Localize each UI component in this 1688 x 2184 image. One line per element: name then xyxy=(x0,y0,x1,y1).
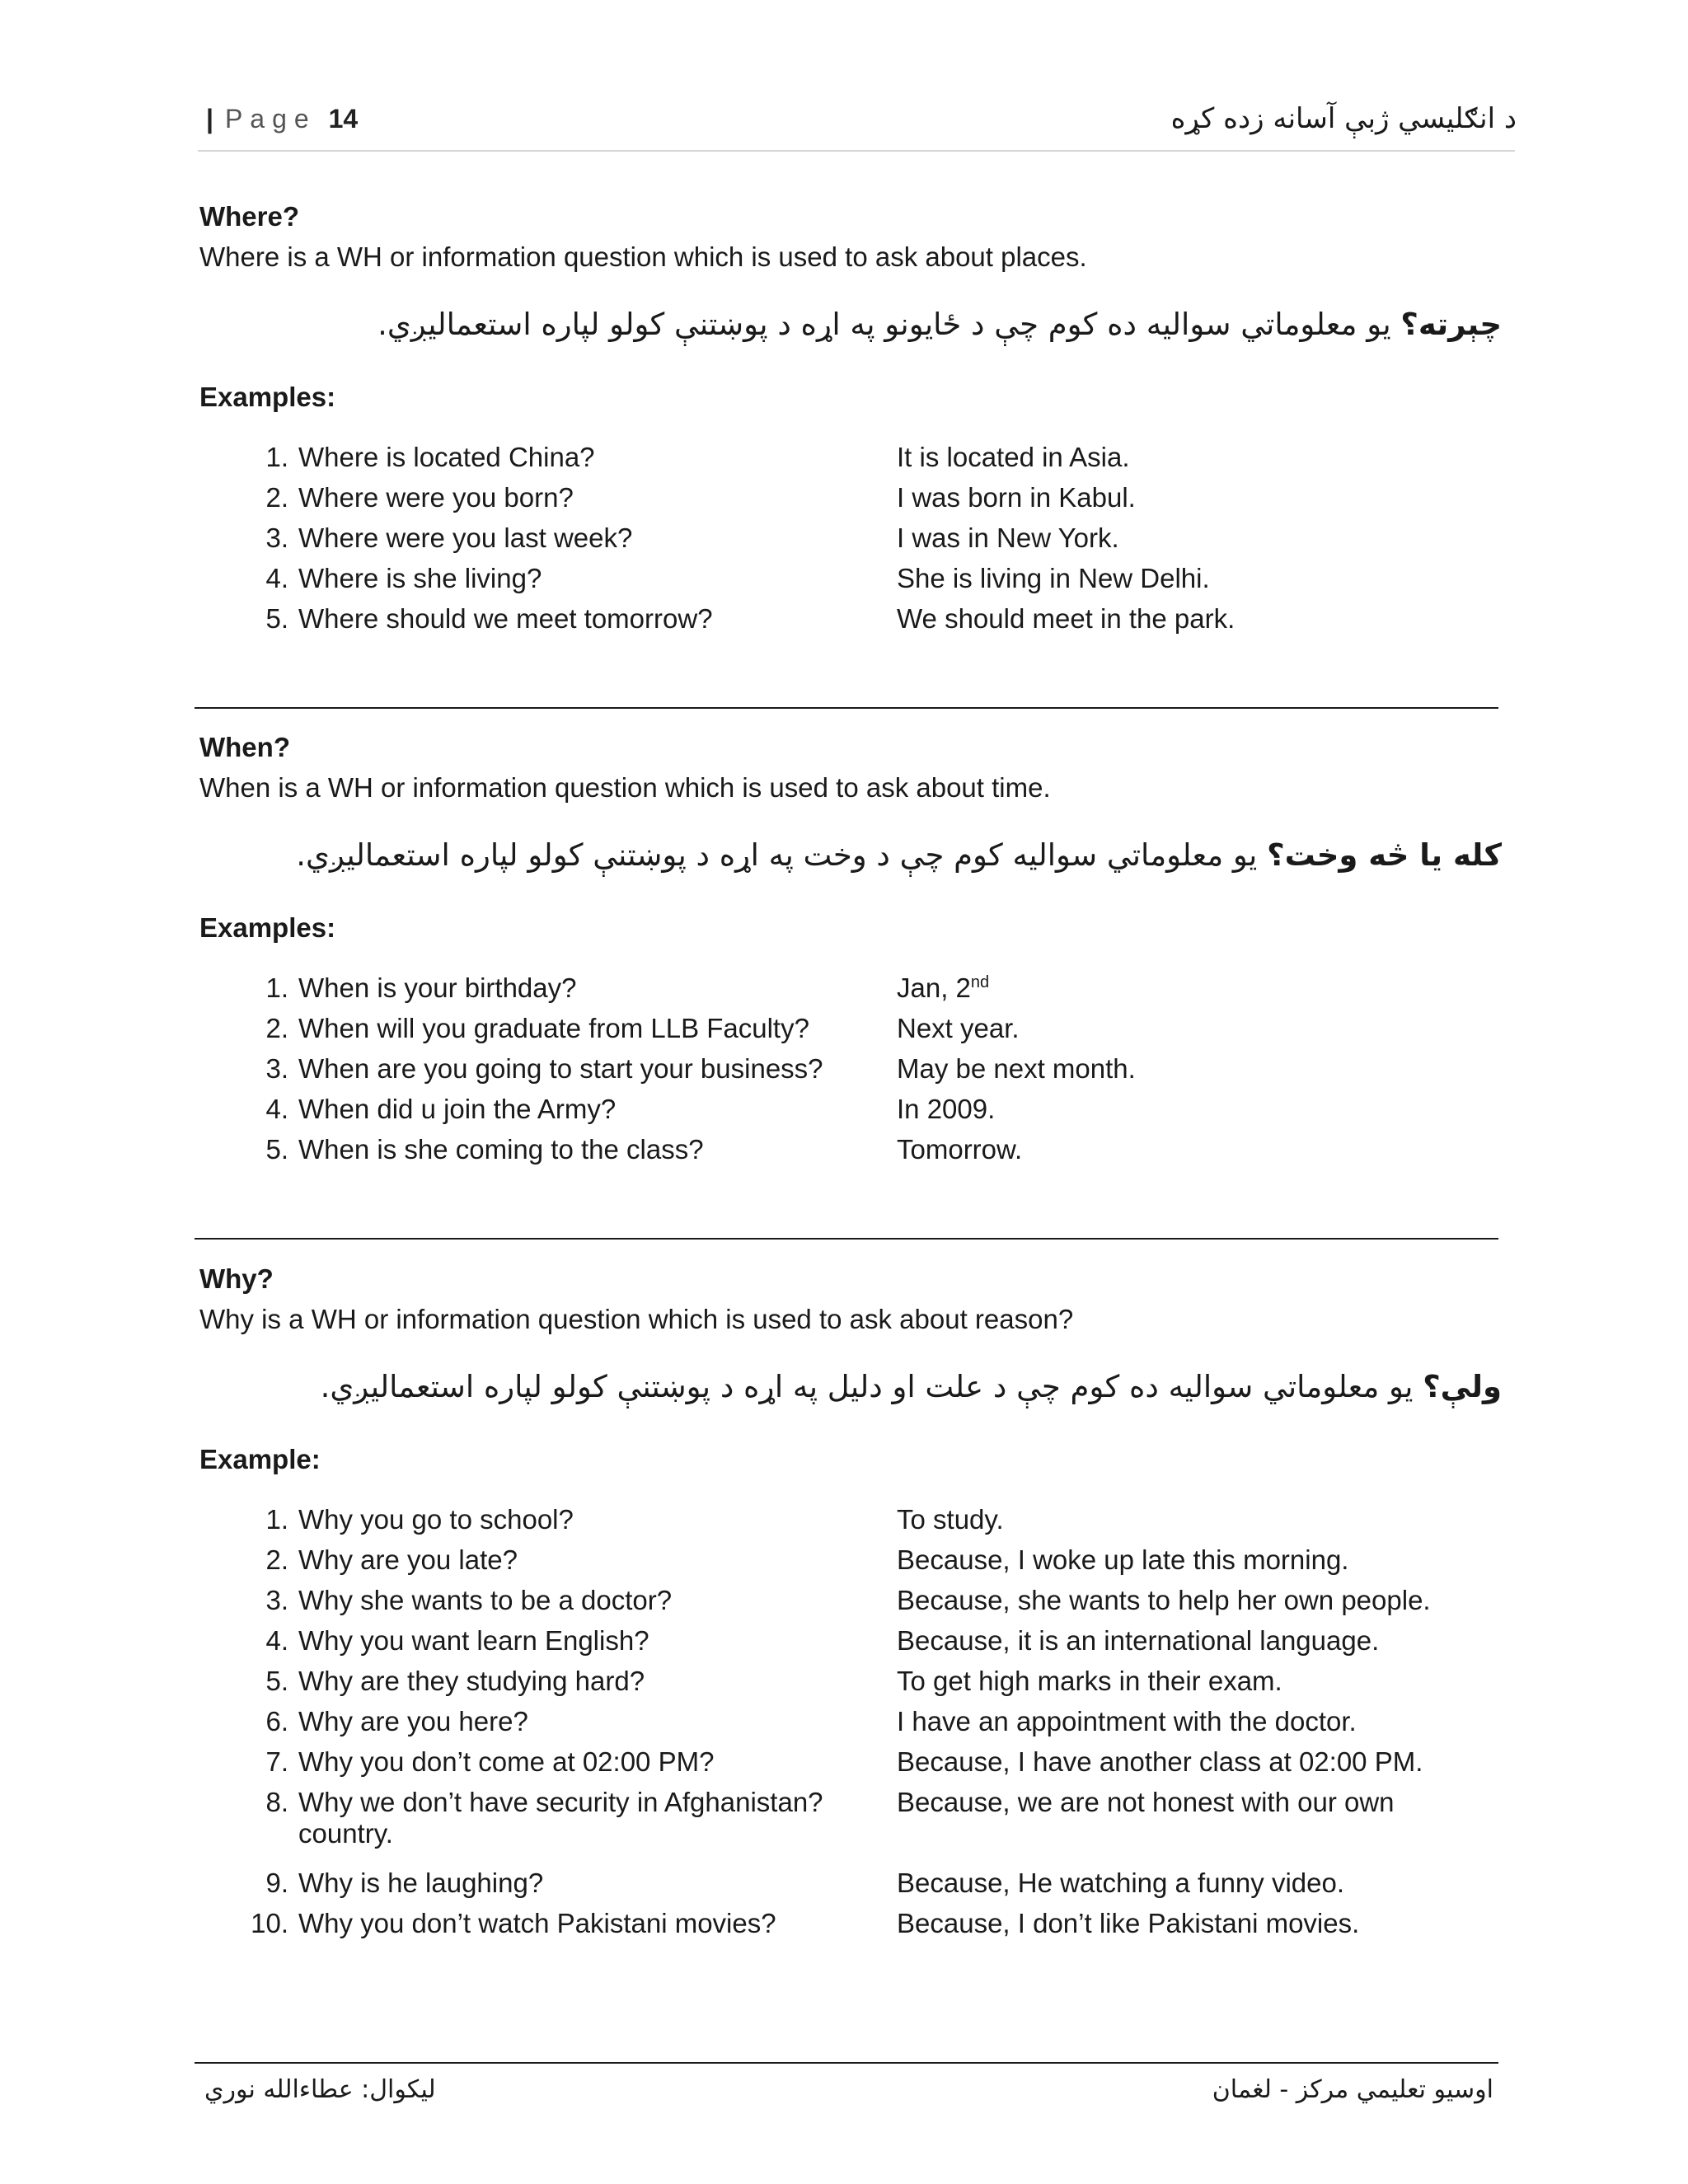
list-item xyxy=(246,972,1531,1013)
list-item xyxy=(246,1706,1531,1746)
question xyxy=(298,1787,875,1849)
item-number: 2. xyxy=(265,1544,288,1575)
examples-label: Example: xyxy=(199,1444,321,1474)
document-title: د انګلیسي ژبې آسانه زده کړه xyxy=(1170,102,1517,135)
page-number-label xyxy=(206,104,358,134)
pashto-text: یو معلوماتي سوالیه ده کوم چې د علت او دلیل په اړه د پوښتنې کولو لپاره استعمالیږي. xyxy=(320,1369,1423,1404)
pashto-term: کله یا څه وخت؟ xyxy=(1267,837,1502,873)
item-number: 2. xyxy=(265,482,288,513)
section-divider xyxy=(195,1238,1498,1240)
question-line: Why we don’t have security in Afghanistan? xyxy=(298,1787,823,1817)
item-number: 5. xyxy=(265,603,288,634)
question: Why you don’t come at 02:00 PM? xyxy=(298,1746,715,1777)
question: Why you go to school? xyxy=(298,1504,574,1535)
pashto-term: ولې؟ xyxy=(1423,1369,1502,1404)
pashto-explanation-when xyxy=(296,837,1502,873)
list-item xyxy=(246,442,1531,482)
examples-list-where xyxy=(246,442,1531,644)
pashto-term: چېرته؟ xyxy=(1400,307,1502,342)
item-number: 3. xyxy=(265,1585,288,1615)
list-item xyxy=(246,1908,1531,1948)
question: Why you want learn English? xyxy=(298,1625,649,1656)
question: Why are they studying hard? xyxy=(298,1666,645,1696)
question: Where were you last week? xyxy=(298,523,633,553)
question: Why she wants to be a doctor? xyxy=(298,1585,673,1615)
item-number: 9. xyxy=(265,1868,288,1898)
item-number: 2. xyxy=(265,1013,288,1043)
item-number: 10. xyxy=(251,1908,288,1938)
item-number: 1. xyxy=(265,442,288,472)
answer: I have an appointment with the doctor. xyxy=(897,1706,1357,1736)
footer-institution: اوسیو تعلیمي مرکز - لغمان xyxy=(1212,2075,1493,2104)
section-description-when: When is a WH or information question which is used to ask about time. xyxy=(199,772,1051,803)
question: When is she coming to the class? xyxy=(298,1134,704,1165)
item-number: 3. xyxy=(265,1053,288,1084)
item-number: 4. xyxy=(265,1094,288,1124)
item-number: 1. xyxy=(265,972,288,1003)
item-number: 6. xyxy=(265,1706,288,1736)
question: When is your birthday? xyxy=(298,972,577,1003)
examples-label: Examples: xyxy=(199,382,336,412)
page-number: 14 xyxy=(328,104,359,134)
footer-author: لیکوال: عطاءالله نوري xyxy=(204,2075,436,2104)
pashto-text: یو معلوماتي سوالیه کوم چې د وخت په اړه د پوښتنې کولو لپاره استعمالیږي. xyxy=(296,837,1268,873)
answer: Because, I woke up late this morning. xyxy=(897,1544,1349,1575)
list-item xyxy=(246,1094,1531,1134)
item-number: 3. xyxy=(265,523,288,553)
list-item xyxy=(246,1625,1531,1666)
list-item xyxy=(246,1134,1531,1174)
list-item xyxy=(246,563,1531,603)
question: Where is located China? xyxy=(298,442,595,472)
item-number: 1. xyxy=(265,1504,288,1535)
list-item xyxy=(246,1585,1531,1625)
answer: Tomorrow. xyxy=(897,1134,1023,1165)
section-divider xyxy=(195,707,1498,709)
answer: Because, He watching a funny video. xyxy=(897,1868,1345,1898)
section-title-where: Where? xyxy=(199,201,300,232)
section-description-why: Why is a WH or information question which is used to ask about reason? xyxy=(199,1304,1074,1334)
pashto-explanation-why xyxy=(321,1369,1502,1404)
answer: Because, she wants to help her own people. xyxy=(897,1585,1431,1615)
pashto-explanation-where xyxy=(377,307,1502,342)
list-item xyxy=(246,1013,1531,1053)
item-number: 8. xyxy=(265,1787,288,1817)
question: Why is he laughing? xyxy=(298,1868,544,1898)
answer: In 2009. xyxy=(897,1094,996,1124)
answer: I was born in Kabul. xyxy=(897,482,1136,513)
list-item xyxy=(246,523,1531,563)
question: Where were you born? xyxy=(298,482,574,513)
answer: Because, I don’t like Pakistani movies. xyxy=(897,1908,1360,1938)
examples-label: Examples: xyxy=(199,912,336,943)
list-item xyxy=(246,1868,1531,1908)
question: When will you graduate from LLB Faculty? xyxy=(298,1013,809,1043)
list-item xyxy=(246,1666,1531,1706)
answer: Because, I have another class at 02:00 PM. xyxy=(897,1746,1423,1777)
answer: She is living in New Delhi. xyxy=(897,563,1210,593)
section-title-when: When? xyxy=(199,732,290,762)
list-item xyxy=(246,1504,1531,1544)
header-divider xyxy=(198,150,1515,152)
list-item xyxy=(246,1787,1531,1868)
item-number: 7. xyxy=(265,1746,288,1777)
item-number: 5. xyxy=(265,1666,288,1696)
page-bar: | xyxy=(206,104,213,134)
ordinal-suffix: nd xyxy=(970,973,990,991)
answer: To study. xyxy=(897,1504,1004,1535)
answer-text: Jan, 2 xyxy=(897,972,971,1003)
examples-list-when xyxy=(246,972,1531,1174)
item-number: 5. xyxy=(265,1134,288,1165)
list-item xyxy=(246,482,1531,523)
list-item xyxy=(246,1053,1531,1094)
question: Why are you here? xyxy=(298,1706,528,1736)
list-item xyxy=(246,1544,1531,1585)
answer: We should meet in the park. xyxy=(897,603,1236,634)
examples-list-why xyxy=(246,1504,1531,1948)
list-item xyxy=(246,603,1531,644)
section-description-where: Where is a WH or information question which is used to ask about places. xyxy=(199,241,1087,272)
question: Where should we meet tomorrow? xyxy=(298,603,713,634)
question: Where is she living? xyxy=(298,563,542,593)
answer: Because, it is an international language. xyxy=(897,1625,1380,1656)
list-item xyxy=(246,1746,1531,1787)
question: When did u join the Army? xyxy=(298,1094,617,1124)
item-number: 4. xyxy=(265,563,288,593)
item-number: 4. xyxy=(265,1625,288,1656)
answer: May be next month. xyxy=(897,1053,1136,1084)
pashto-text: یو معلوماتي سوالیه ده کوم چې د ځایونو په اړه د پوښتنې کولو لپاره استعمالیږي. xyxy=(377,307,1401,342)
answer xyxy=(897,972,1490,1004)
page-word: Page xyxy=(224,104,316,134)
answer: Because, we are not honest with our own xyxy=(897,1787,1395,1817)
answer: It is located in Asia. xyxy=(897,442,1130,472)
answer: To get high marks in their exam. xyxy=(897,1666,1282,1696)
question: Why are you late? xyxy=(298,1544,518,1575)
question: Why you don’t watch Pakistani movies? xyxy=(298,1908,776,1938)
question: When are you going to start your business? xyxy=(298,1053,823,1084)
footer-divider xyxy=(195,2062,1498,2064)
question-line: country. xyxy=(298,1818,393,1849)
answer: Next year. xyxy=(897,1013,1020,1043)
section-title-why: Why? xyxy=(199,1263,274,1294)
answer: I was in New York. xyxy=(897,523,1119,553)
